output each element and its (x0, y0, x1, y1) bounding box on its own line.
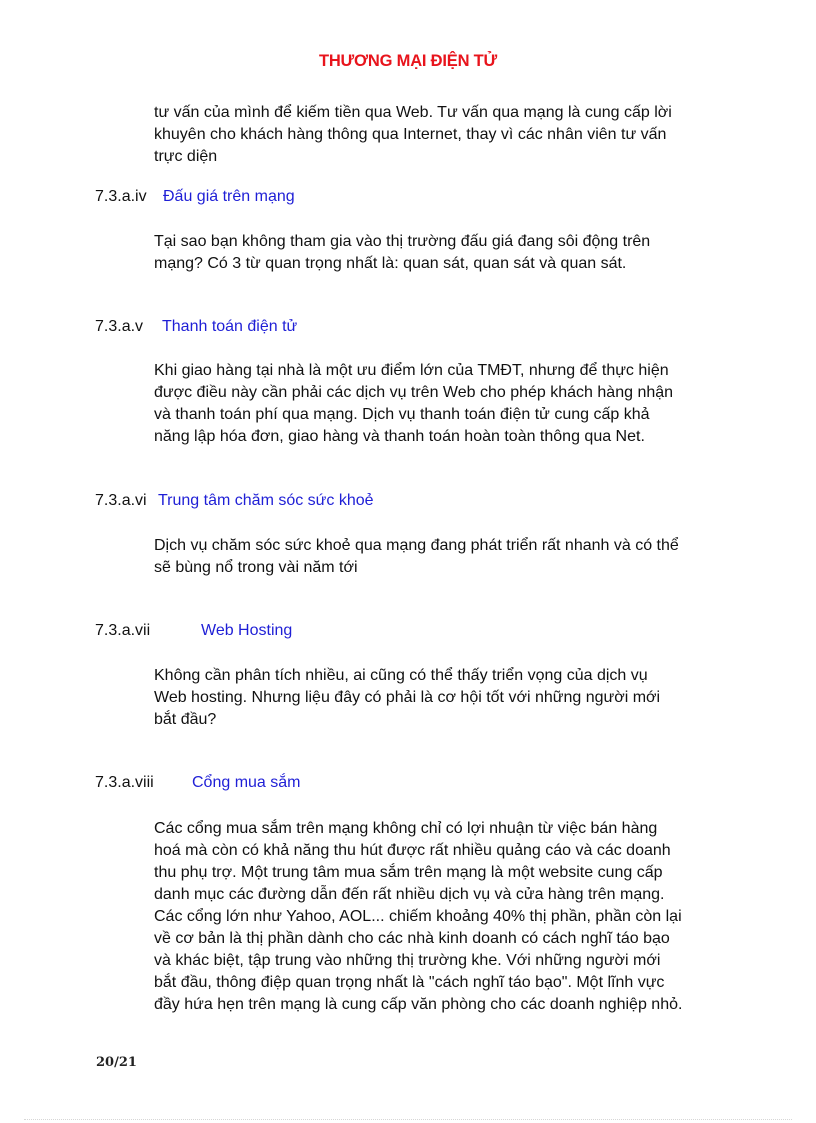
paragraph-line: trực diện (154, 148, 218, 165)
section-paragraph-web-hosting (154, 665, 734, 731)
section-heading-healthcare (95, 490, 374, 512)
paragraph-line: Không cần phân tích nhiều, ai cũng có thể thấy triển vọng của dịch vụ (154, 667, 648, 684)
section-number: 7.3.a.viii (95, 774, 154, 791)
section-paragraph-shopping-portal (154, 818, 734, 1016)
paragraph-line: được điều này cần phải các dịch vụ trên Web cho phép khách hàng nhận (154, 384, 674, 401)
section-title: Web Hosting (201, 622, 293, 639)
section-number: 7.3.a.vii (95, 622, 151, 639)
paragraph-line: và khác biệt, tập trung vào những thị trường khe. Với những người mới (154, 952, 661, 969)
paragraph-line: thu phụ trợ. Một trung tâm mua sắm trên mạng là một website cung cấp (154, 864, 663, 881)
paragraph-line: hoá mà còn có khả năng thu hút được rất nhiều quảng cáo và các doanh (154, 842, 671, 859)
paragraph-line: sẽ bùng nổ trong vài năm tới (154, 559, 358, 576)
paragraph-line: khuyên cho khách hàng thông qua Internet, thay vì các nhân viên tư vấn (154, 126, 667, 143)
section-heading-payment (95, 316, 298, 338)
paragraph-line: danh mục các đường dẫn đến rất nhiều dịch vụ và cửa hàng trên mạng. (154, 886, 665, 903)
section-title: Cổng mua sắm (192, 774, 301, 791)
section-heading-shopping-portal (95, 772, 301, 794)
paragraph-line: bắt đầu? (154, 711, 217, 728)
section-number: 7.3.a.iv (95, 188, 147, 205)
section-paragraph-auction (154, 231, 734, 275)
paragraph-line: Dịch vụ chăm sóc sức khoẻ qua mạng đang phát triển rất nhanh và có thể (154, 537, 679, 554)
paragraph-line: Các cổng mua sắm trên mạng không chỉ có lợi nhuận từ việc bán hàng (154, 820, 658, 837)
section-paragraph-payment (154, 360, 734, 448)
section-heading-auction (95, 186, 295, 208)
paragraph-line: mạng? Có 3 từ quan trọng nhất là: quan sát, quan sát và quan sát. (154, 255, 627, 272)
section-title: Trung tâm chăm sóc sức khoẻ (158, 492, 374, 509)
footer-divider (24, 1119, 792, 1120)
section-paragraph-healthcare (154, 535, 734, 579)
section-title: Thanh toán điện tử (162, 318, 298, 335)
section-number: 7.3.a.v (95, 318, 144, 335)
paragraph-line: về cơ bản là thị phần dành cho các nhà kinh doanh có cách nghĩ táo bạo (154, 930, 670, 947)
page-header-title: THƯƠNG MẠI ĐIỆN TỬ (318, 52, 498, 70)
paragraph-line: Các cổng lớn như Yahoo, AOL... chiếm khoảng 40% thị phần, phần còn lại (154, 908, 682, 925)
page-number: 20/21 (96, 1055, 137, 1070)
paragraph-line: Khi giao hàng tại nhà là một ưu điểm lớn của TMĐT, nhưng để thực hiện (154, 362, 669, 379)
section-title: Đấu giá trên mạng (163, 188, 295, 205)
paragraph-line: đầy hứa hẹn trên mạng là cung cấp văn phòng cho các doanh nghiệp nhỏ. (154, 996, 683, 1013)
section-heading-web-hosting (95, 620, 293, 642)
intro-paragraph (154, 102, 734, 168)
paragraph-line: Web hosting. Nhưng liệu đây có phải là cơ hội tốt với những người mới (154, 689, 661, 706)
paragraph-line: và thanh toán phí qua mạng. Dịch vụ thanh toán điện tử cung cấp khả (154, 406, 650, 423)
paragraph-line: Tại sao bạn không tham gia vào thị trường đấu giá đang sôi động trên (154, 233, 651, 250)
paragraph-line: bắt đầu, thông điệp quan trọng nhất là "cách nghĩ táo bạo". Một lĩnh vực (154, 974, 665, 991)
paragraph-line: tư vấn của mình để kiếm tiền qua Web. Tư vấn qua mạng là cung cấp lời (154, 104, 672, 121)
paragraph-line: năng lập hóa đơn, giao hàng và thanh toán hoàn toàn thông qua Net. (154, 428, 645, 445)
section-number: 7.3.a.vi (95, 492, 147, 509)
